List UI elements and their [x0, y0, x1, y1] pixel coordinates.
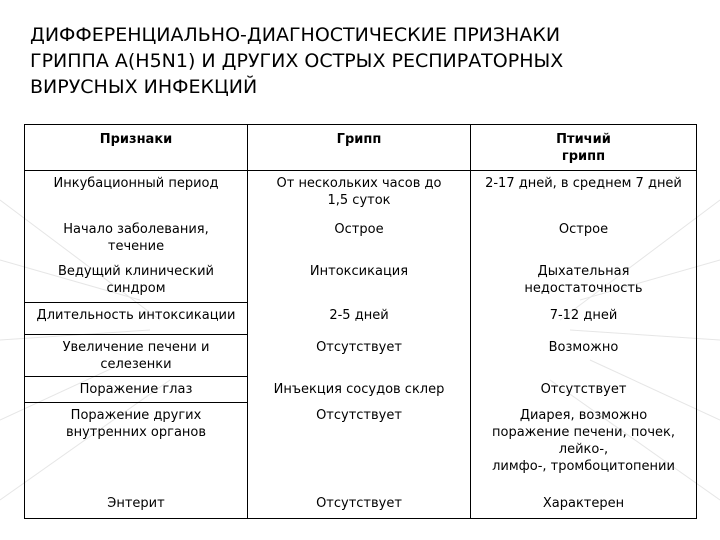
row-avian-value: Диарея, возможно поражение печени, почек, лейко-, лимфо-, тромбоцитопении: [471, 403, 697, 491]
row-flu-value: Интоксикация: [248, 259, 471, 303]
title-line-3: ВИРУСНЫХ ИНФЕКЦИЙ: [30, 76, 258, 98]
table-row: [25, 171, 697, 217]
row-sign: Энтерит: [25, 491, 248, 519]
row-sign: Начало заболевания, течение: [25, 217, 248, 259]
header-avian-flu: Птичий грипп: [471, 125, 697, 171]
table-row: [25, 259, 697, 303]
row-flu-value: Отсутствует: [248, 335, 471, 377]
header-flu: Грипп: [248, 125, 471, 171]
row-avian-value: 2-17 дней, в среднем 7 дней: [471, 171, 697, 217]
row-avian-value: Острое: [471, 217, 697, 259]
title-line-1: ДИФФЕРЕНЦИАЛЬНО-ДИАГНОСТИЧЕСКИЕ ПРИЗНАКИ: [30, 24, 561, 46]
row-avian-value: Характерен: [471, 491, 697, 519]
row-sign: Поражение других внутренних органов: [25, 403, 248, 491]
table-row: [25, 335, 697, 377]
header-signs: Признаки: [25, 125, 248, 171]
row-flu-value: Отсутствует: [248, 403, 471, 491]
row-flu-value: От нескольких часов до 1,5 суток: [248, 171, 471, 217]
row-sign: Ведущий клинический синдром: [25, 259, 248, 303]
table-row: [25, 377, 697, 403]
row-sign: Поражение глаз: [25, 377, 248, 403]
row-sign: Длительность интоксикации: [25, 303, 248, 335]
row-avian-value: Отсутствует: [471, 377, 697, 403]
row-avian-value: 7-12 дней: [471, 303, 697, 335]
row-flu-value: Острое: [248, 217, 471, 259]
table-header-row: [25, 125, 697, 171]
row-flu-value: Инъекция сосудов склер: [248, 377, 471, 403]
row-sign: Увеличение печени и селезенки: [25, 335, 248, 377]
diagnostic-table: [24, 124, 697, 519]
table-row: [25, 303, 697, 335]
table-row: [25, 217, 697, 259]
page-title: [30, 22, 690, 100]
row-flu-value: 2-5 дней: [248, 303, 471, 335]
table-row: [25, 403, 697, 491]
row-avian-value: Возможно: [471, 335, 697, 377]
title-line-2: ГРИППА А(H5N1) И ДРУГИХ ОСТРЫХ РЕСПИРАТОРНЫХ: [30, 50, 564, 72]
table-row: [25, 491, 697, 519]
row-sign: Инкубационный период: [25, 171, 248, 217]
row-flu-value: Отсутствует: [248, 491, 471, 519]
row-avian-value: Дыхательная недостаточность: [471, 259, 697, 303]
